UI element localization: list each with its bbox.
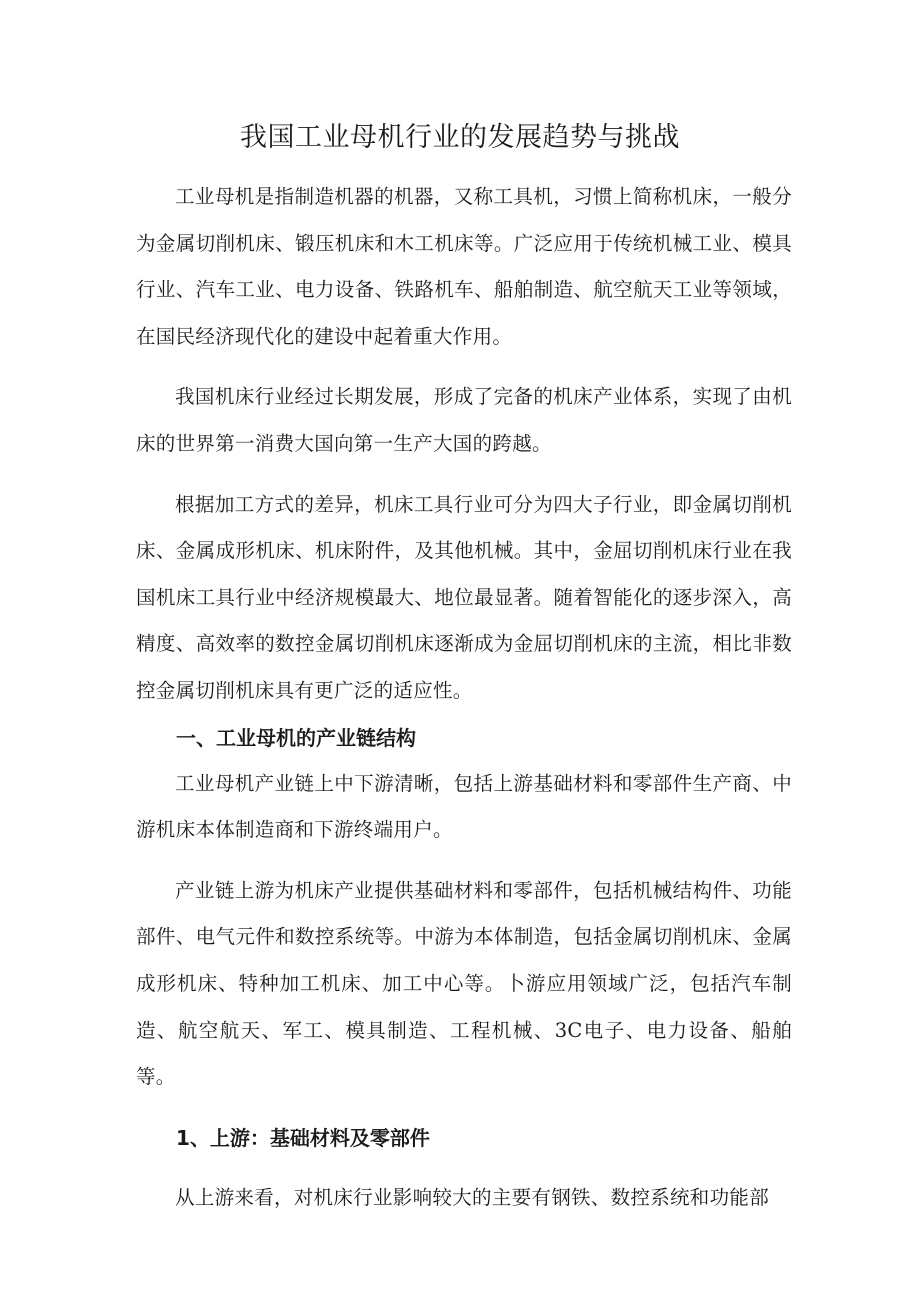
paragraph-gap [136,468,792,482]
subsection-heading-upstream: 1、上游：基础材料及零部件 [176,1125,430,1150]
paragraph-gap [136,854,792,868]
paragraph-chain-detail: 产业链上游为机床产业提供基础材料和零部件，包括机械结构件、功能部件、电气元件和数控系统等。中游为本体制造，包括金属切削机床、金属成形机床、特种加工机床、加工中心等。卜游应用领域广泛，包括汽车制造、航空航天、军工、模具制造、工程机械、3C电子、电力设备、船舶等。 [136,878,792,1089]
paragraph-gap [136,360,792,374]
document-body [136,174,792,1221]
paragraph-gap [136,1101,792,1115]
paragraph-development: 我国机床行业经过长期发展，形成了完备的机床产业体系，实现了由机床的世界第一消费大国向第一生产大国的跨越。 [136,385,792,455]
paragraph-upstream: 从上游来看，对机床行业影响较大的主要有钢铁、数控系统和功能部 [175,1185,770,1209]
section-heading-industry-chain: 一、工业母机的产业链结构 [176,725,416,750]
paragraph-subindustries: 根据加工方式的差异，机床工具行业可分为四大子行业，即金属切削机床、金属成形机床、机床附件，及其他机械。其中，金屈切削机床行业在我国机床工具行业中经济规模最大、地位最显著。随着智能化的逐步深入，高精度、高效率的数控金属切削机床逐渐成为金屈切削机床的主流，相比非数控金属切削机床具有更广泛的适应性。 [136,492,792,702]
paragraph-chain-overview: 工业母机产业链上中下游清晰，包括上游基础材料和零部件生产商、中游机床本体制造商和下游终端用户。 [136,771,792,842]
document-title: 我国工业母机行业的发展趋势与挑战 [240,122,680,153]
paragraph-intro: 工业母机是指制造机器的机器，又称工具机，习惯上简称机床，一般分为金属切削机床、锻压机床和木工机床等。广泛应用于传统机械工业、模具行业、汽车工业、电力设备、铁路机车、船舶制造、航空航天工业等领域，在国民经济现代化的建设中起着重大作用。 [136,185,792,348]
paragraph-gap [136,1161,792,1175]
